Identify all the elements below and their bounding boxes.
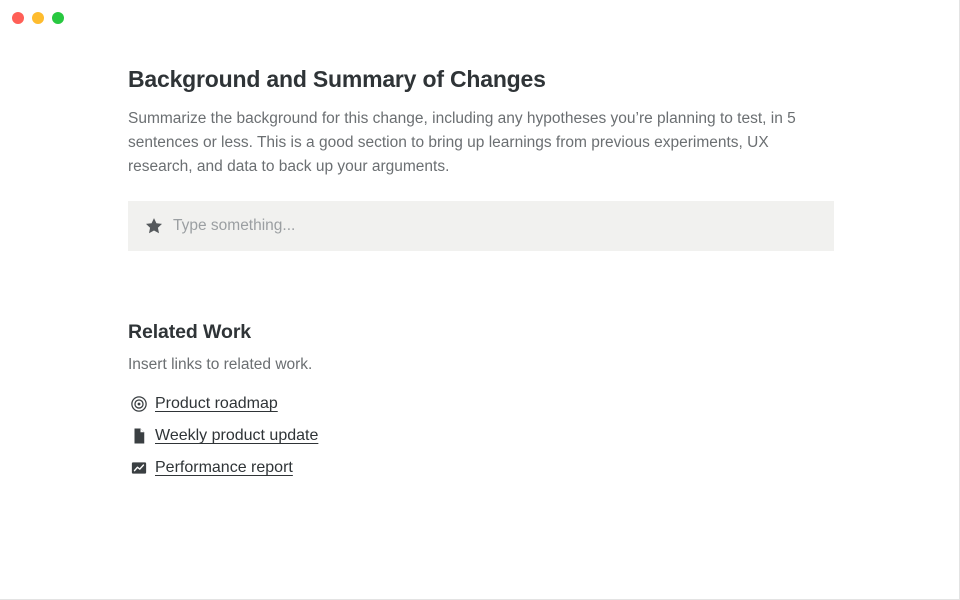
target-icon: [130, 395, 148, 413]
related-work-title: Related Work: [128, 321, 252, 343]
related-work-list: [128, 388, 834, 484]
document-icon: [130, 427, 148, 445]
minimize-window-button[interactable]: [32, 12, 44, 24]
list-item[interactable]: [128, 452, 834, 484]
list-item[interactable]: [128, 420, 834, 452]
document-body: [128, 66, 834, 484]
list-item-label[interactable]: Performance report: [155, 459, 293, 476]
background-input-placeholder[interactable]: Type something...: [173, 217, 296, 234]
window-titlebar: [0, 0, 959, 36]
chart-line-icon: [130, 459, 148, 477]
maximize-window-button[interactable]: [52, 12, 64, 24]
close-window-button[interactable]: [12, 12, 24, 24]
document-content: [0, 36, 959, 484]
background-input-block[interactable]: [128, 201, 834, 251]
star-icon: [144, 216, 164, 236]
related-work-description: Insert links to related work.: [128, 356, 313, 373]
list-item-label[interactable]: Product roadmap: [155, 395, 278, 412]
list-item[interactable]: [128, 388, 834, 420]
window-controls: [12, 12, 64, 24]
page-title: Background and Summary of Changes: [128, 66, 546, 92]
list-item-label[interactable]: Weekly product update: [155, 427, 319, 444]
background-description: Summarize the background for this change, including any hypotheses you’re planning to test, in 5 sentences or less. This is a good section to bring up learnings from previous experiments, UX research, and data to back up your arguments.: [128, 110, 796, 175]
